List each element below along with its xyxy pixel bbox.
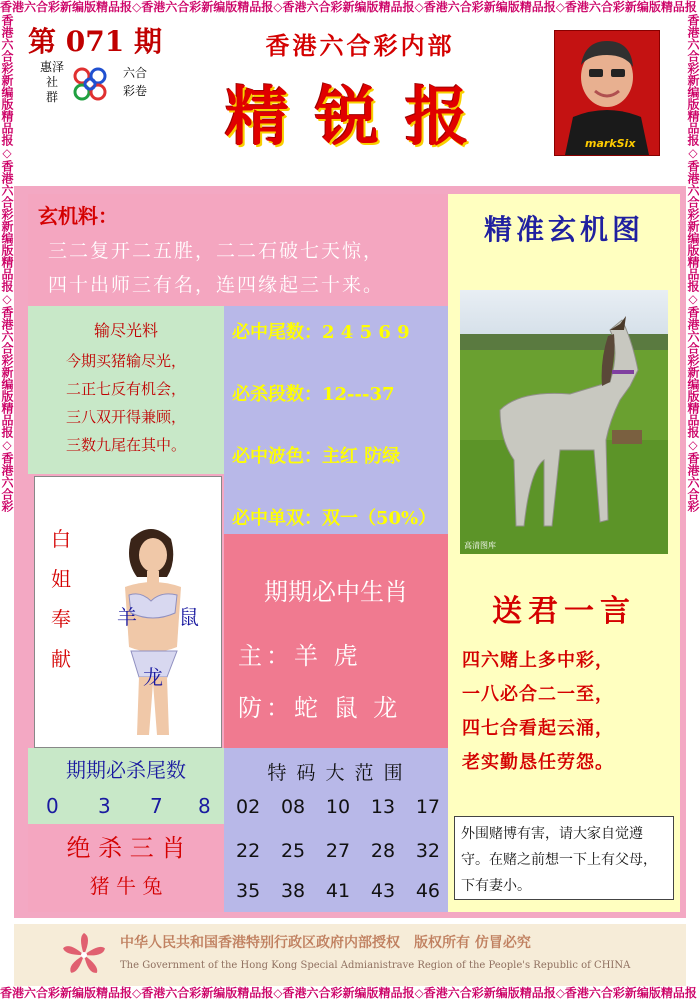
kill-tail-title: 期期必杀尾数 bbox=[66, 758, 186, 782]
header-subtitle: 香港六合彩内部 bbox=[265, 31, 455, 60]
logo-left-text: 惠泽 社 群 bbox=[40, 60, 65, 104]
special-number: 02 bbox=[236, 796, 261, 818]
right-title: 精准玄机图 bbox=[483, 213, 644, 246]
header bbox=[14, 14, 686, 186]
special-number: 46 bbox=[415, 880, 440, 902]
kill-zodiac-animals: 猪 牛 兔 bbox=[89, 874, 163, 898]
riddle-label: 玄机料： bbox=[38, 204, 118, 228]
zodiac-box bbox=[224, 534, 448, 748]
saying-line: 四六赌上多中彩， bbox=[462, 650, 614, 671]
photo-badge: markSix bbox=[585, 137, 636, 150]
gift-zodiac: 鼠 bbox=[179, 605, 199, 629]
zodiac-guard: 防：蛇 鼠 龙 bbox=[238, 694, 402, 722]
special-range-title: 特 码 大 范 围 bbox=[267, 762, 405, 784]
special-number: 35 bbox=[236, 880, 261, 902]
photo-caption: 高清图库 bbox=[464, 541, 496, 550]
bauhinia-icon bbox=[58, 930, 110, 980]
issue-number: 第 071 期 bbox=[28, 25, 162, 58]
footer bbox=[14, 924, 686, 986]
left-banner: 香港六合彩新编版精品报◇香港六合彩新编版精品报◇香港六合彩新编版精品报◇香港六合彩 bbox=[0, 14, 14, 512]
zodiac-title: 期期必中生肖 bbox=[264, 578, 408, 606]
gambling-notice: 外围赌博有害，请大家自觉遵守。在赌之前想一下上有父母，下有妻小。 bbox=[454, 816, 674, 900]
gift-vertical-text: 白 姐 奉 献 bbox=[51, 527, 71, 671]
lose-all-line: 二正七反有机会， bbox=[65, 380, 186, 398]
kill-tail-num: 0 bbox=[46, 794, 59, 818]
logo-right-text: 六合 彩卷 bbox=[122, 66, 147, 98]
special-range-row bbox=[236, 880, 440, 902]
lose-all-box bbox=[28, 306, 224, 474]
special-number: 10 bbox=[325, 796, 351, 818]
special-number: 08 bbox=[280, 796, 306, 818]
riddle-line-1: 三二复开二五胜，二二石破七天惊， bbox=[48, 240, 385, 262]
kill-tail-num: 3 bbox=[98, 794, 111, 818]
riddle-box bbox=[28, 194, 448, 306]
pick-wave: 必中波色：主红 防绿 bbox=[232, 446, 401, 467]
bottom-banner: 香港六合彩新编版精品报◇香港六合彩新编版精品报◇香港六合彩新编版精品报◇香港六合彩新编版精品报◇香港六合彩新编版精品报 bbox=[0, 986, 697, 1000]
kill-tail-num: 7 bbox=[150, 794, 163, 818]
picks-box bbox=[224, 306, 448, 534]
special-number: 43 bbox=[370, 880, 396, 902]
footer-cn: 中华人民共和国香港特别行政区政府内部授权 版权所有 仿冒必究 bbox=[120, 935, 531, 951]
special-number: 28 bbox=[370, 840, 396, 862]
riddle-line-2: 四十出师三有名，连四缘起三十来。 bbox=[48, 274, 385, 296]
zodiac-main: 主：羊 虎 bbox=[238, 642, 362, 670]
saying-line: 一八必合二一至， bbox=[462, 684, 614, 705]
portrait-photo bbox=[554, 30, 660, 156]
footer-en: The Government of the Hong Kong Special Admianistrave Region of the People's Republic of CHINA bbox=[120, 960, 631, 971]
saying-title: 送君一言 bbox=[492, 594, 636, 629]
special-number: 25 bbox=[280, 840, 306, 862]
header-title: 精锐报 bbox=[225, 80, 495, 155]
special-number: 27 bbox=[325, 840, 351, 862]
special-number: 17 bbox=[415, 796, 440, 818]
gift-zodiac: 龙 bbox=[143, 665, 163, 689]
kill-zodiac-title: 绝 杀 三 肖 bbox=[66, 834, 186, 862]
right-banner: 香港六合彩新编版精品报◇香港六合彩新编版精品报◇香港六合彩新编版精品报◇香港六合彩 bbox=[686, 14, 700, 512]
lose-all-title: 输尽光料 bbox=[93, 321, 158, 340]
special-number: 13 bbox=[370, 796, 396, 818]
top-banner: 香港六合彩新编版精品报◇香港六合彩新编版精品报◇香港六合彩新编版精品报◇香港六合彩新编版精品报◇香港六合彩新编版精品报 bbox=[0, 0, 697, 14]
special-range-row bbox=[236, 796, 440, 818]
kill-tail-num: 8 bbox=[198, 794, 211, 818]
lose-all-line: 今期买猪输尽光， bbox=[65, 352, 186, 370]
pick-kill-range: 必杀段数：12---37 bbox=[232, 384, 395, 405]
right-column bbox=[448, 194, 680, 912]
special-number: 32 bbox=[415, 840, 440, 862]
lose-all-line: 三数九尾在其中。 bbox=[65, 436, 186, 454]
special-number: 22 bbox=[236, 840, 261, 862]
special-number: 38 bbox=[280, 880, 306, 902]
lottery-logo-icon bbox=[72, 66, 108, 102]
kill-tail-box bbox=[28, 748, 224, 824]
special-range-row bbox=[236, 840, 440, 862]
horse-photo bbox=[460, 290, 668, 554]
gift-zodiac: 羊 bbox=[117, 605, 137, 629]
gift-box bbox=[34, 476, 222, 748]
kill-zodiac-box bbox=[28, 824, 224, 912]
pick-odd-even: 必中单双：双一（50%） bbox=[232, 508, 437, 529]
saying-line: 四七合看起云涌， bbox=[462, 718, 614, 739]
special-number: 41 bbox=[325, 880, 351, 902]
pick-tail: 必中尾数：2 4 5 6 9 bbox=[232, 322, 410, 343]
saying-line: 老实勤恳任劳怨。 bbox=[462, 752, 614, 773]
special-range-box bbox=[224, 748, 448, 912]
lose-all-line: 三八双开得兼顾， bbox=[65, 408, 186, 426]
